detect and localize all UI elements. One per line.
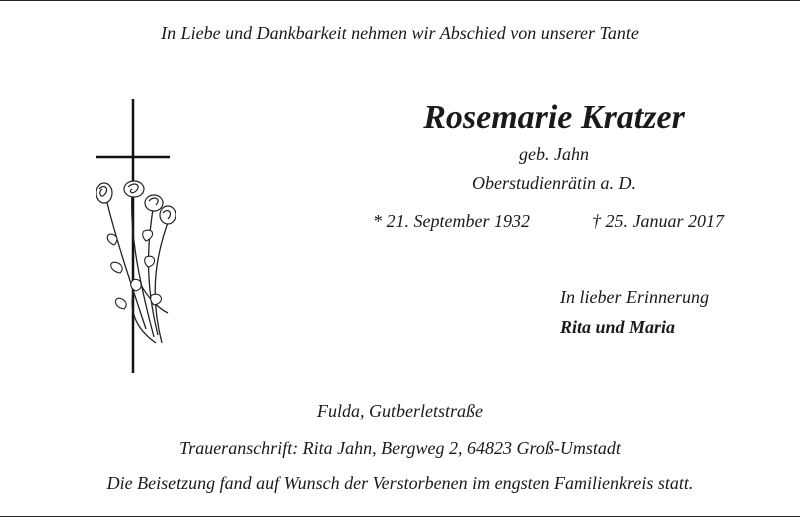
place-text: Fulda, Gutberletstraße <box>317 401 483 421</box>
death-date: † 25. Januar 2017 <box>592 211 724 231</box>
professional-title: Oberstudienrätin a. D. <box>472 173 636 193</box>
mourning-address: Traueranschrift: Rita Jahn, Bergweg 2, 64823 Groß-Umstadt <box>179 438 621 458</box>
maiden-name: geb. Jahn <box>519 144 589 164</box>
funeral-note: Die Beisetzung fand auf Wunsch der Verstorbenen im engsten Familienkreis statt. <box>106 473 694 493</box>
mourner-names: Rita und Maria <box>560 317 676 337</box>
intro-text: In Liebe und Dankbarkeit nehmen wir Abschied von unserer Tante <box>161 23 639 43</box>
deceased-name: Rosemarie Kratzer <box>423 99 685 136</box>
memory-label: In lieber Erinnerung <box>560 287 709 307</box>
birth-date: * 21. September 1932 <box>373 211 530 231</box>
cross-with-roses-icon <box>96 99 176 373</box>
